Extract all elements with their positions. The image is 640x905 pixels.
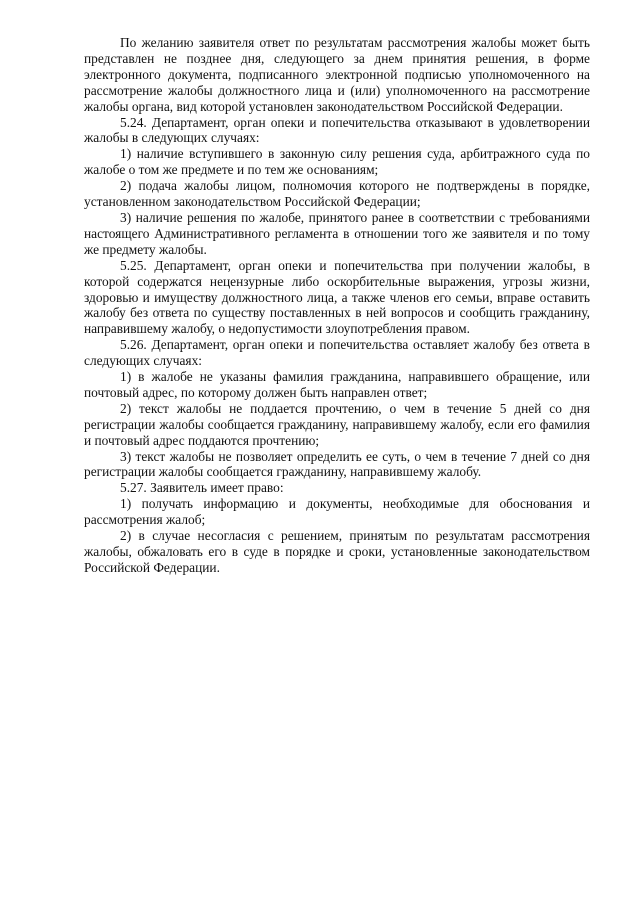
paragraph-5-24-item-1: 1) наличие вступившего в законную силу решения суда, арбитражного суда по жалобе о том же предмете и по тем же основаниям; [84, 146, 590, 178]
paragraph-5-27-item-2: 2) в случае несогласия с решением, принятым по результатам рассмотрения жалобы, обжаловать его в суде в порядке и сроки, установленные законодательством Российской Федерации. [84, 528, 590, 575]
paragraph-5-24-item-3: 3) наличие решения по жалобе, принятого ранее в соответствии с требованиями настоящего Административного регламента в отношении того же заявителя и по тому же предмету жалобы. [84, 209, 590, 257]
paragraph-5-26-item-2: 2) текст жалобы не поддается прочтению, о чем в течение 5 дней со дня регистрации жалобы сообщается гражданину, направившему жалобу, если его фамилия и почтовый адрес поддаются прочтению; [84, 400, 590, 448]
paragraph-5-25: 5.25. Департамент, орган опеки и попечительства при получении жалобы, в которой содержатся нецензурные либо оскорбительные выражения, угрозы жизни, здоровью и имуществу должностного лица, а также членов его семьи, вправе оставить жалобу без ответа по существу поставленных в ней вопросов и сообщить гражданину, направившему жалобу, о недопустимости злоупотребления правом. [84, 257, 590, 337]
paragraph-5-26-item-1: 1) в жалобе не указаны фамилия гражданина, направившего обращение, или почтовый адрес, по которому должен быть направлен ответ; [84, 369, 590, 400]
document-page [84, 35, 590, 576]
paragraph-5-24: 5.24. Департамент, орган опеки и попечительства отказывают в удовлетворении жалобы в следующих случаях: [84, 114, 590, 146]
paragraph-5-26-item-3: 3) текст жалобы не позволяет определить ее суть, о чем в течение 7 дней со дня регистрации жалобы сообщается гражданину, направившему жалобу. [84, 448, 590, 480]
paragraph-5-27-item-1: 1) получать информацию и документы, необходимые для обоснования и рассмотрения жалоб; [84, 496, 590, 528]
paragraph-5-26: 5.26. Департамент, орган опеки и попечительства оставляет жалобу без ответа в следующих случаях: [84, 337, 590, 369]
paragraph-5-27: 5.27. Заявитель имеет право: [120, 480, 284, 496]
paragraph-5-24-item-2: 2) подача жалобы лицом, полномочия которого не подтверждены в порядке, установленном законодательством Российской Федерации; [84, 178, 590, 210]
paragraph-response-form: По желанию заявителя ответ по результатам рассмотрения жалобы может быть представлен не позднее дня, следующего за днем принятия решения, в форме электронного документа, подписанного электронной подписью уполномоченного на рассмотрение жалобы должностного лица и (или) уполномоченного на рассмотрение жалобы органа, вид которой установлен законодательством Российской Федерации. [84, 35, 590, 114]
